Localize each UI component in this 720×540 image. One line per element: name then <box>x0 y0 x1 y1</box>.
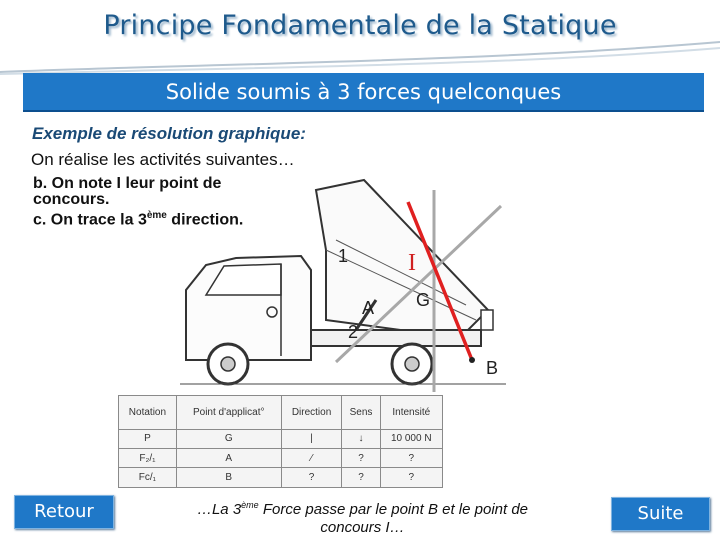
label-I: I <box>408 250 416 276</box>
tail-hinge <box>481 310 493 330</box>
conclusion-text <box>195 496 530 537</box>
point-B-marker <box>469 357 475 363</box>
label-A: A <box>362 298 375 318</box>
cell-intensite: 10 000 N <box>380 429 442 448</box>
header-direction: Direction <box>281 396 342 430</box>
back-button[interactable]: Retour <box>14 495 114 529</box>
cell-sens: ↓ <box>342 429 380 448</box>
cell-intensite: ? <box>380 468 442 488</box>
table-row <box>119 468 443 488</box>
cell-direction: | <box>281 429 342 448</box>
label-1: 1 <box>338 246 349 266</box>
cell-direction: ? <box>281 468 342 488</box>
step-b: b. On note I leur point de concours. <box>33 175 222 208</box>
label-G: G <box>416 290 431 310</box>
label-B: B <box>486 358 499 378</box>
front-hub <box>221 357 235 371</box>
header-notation: Notation <box>119 396 177 430</box>
table-header-row <box>119 396 443 430</box>
next-button[interactable]: Suite <box>611 497 710 531</box>
section-banner: Solide soumis à 3 forces quelconques <box>23 73 704 112</box>
forces-table <box>118 395 443 488</box>
cell-point: G <box>176 429 281 448</box>
cell-notation: F₂/₁ <box>119 449 177 468</box>
cell-direction: ⁄ <box>281 449 342 468</box>
tipper-truck-figure <box>176 170 516 392</box>
intro-text: On réalise les activités suivantes… <box>31 150 295 169</box>
chassis <box>311 330 481 346</box>
table-row <box>119 429 443 448</box>
cell-point: A <box>176 449 281 468</box>
page-title: Principe Fondamentale de la Statique <box>103 10 617 41</box>
cell-point: B <box>176 468 281 488</box>
example-heading: Exemple de résolution graphique: <box>32 124 306 143</box>
label-2: 2 <box>348 322 359 342</box>
step-c-end: direction. <box>166 211 244 229</box>
cell-sens: ? <box>342 449 380 468</box>
cell-notation: P <box>119 429 177 448</box>
step-c-sup: ème <box>146 210 167 221</box>
cell-sens: ? <box>342 468 380 488</box>
conclusion-start: …La 3 <box>196 501 242 518</box>
rear-hub <box>405 357 419 371</box>
table-row <box>119 449 443 468</box>
cell-intensite: ? <box>380 449 442 468</box>
conclusion-sup: ème <box>241 500 259 510</box>
header-intensite: Intensité <box>380 396 442 430</box>
step-c-text: c. On trace la 3 <box>33 211 147 229</box>
title-swoosh <box>0 36 720 76</box>
cell-notation: Fc/₁ <box>119 468 177 488</box>
header-point: Point d'applicat° <box>176 396 281 430</box>
conclusion-end: Force passe par le point B et le point de concours I… <box>258 501 529 536</box>
header-sens: Sens <box>342 396 380 430</box>
